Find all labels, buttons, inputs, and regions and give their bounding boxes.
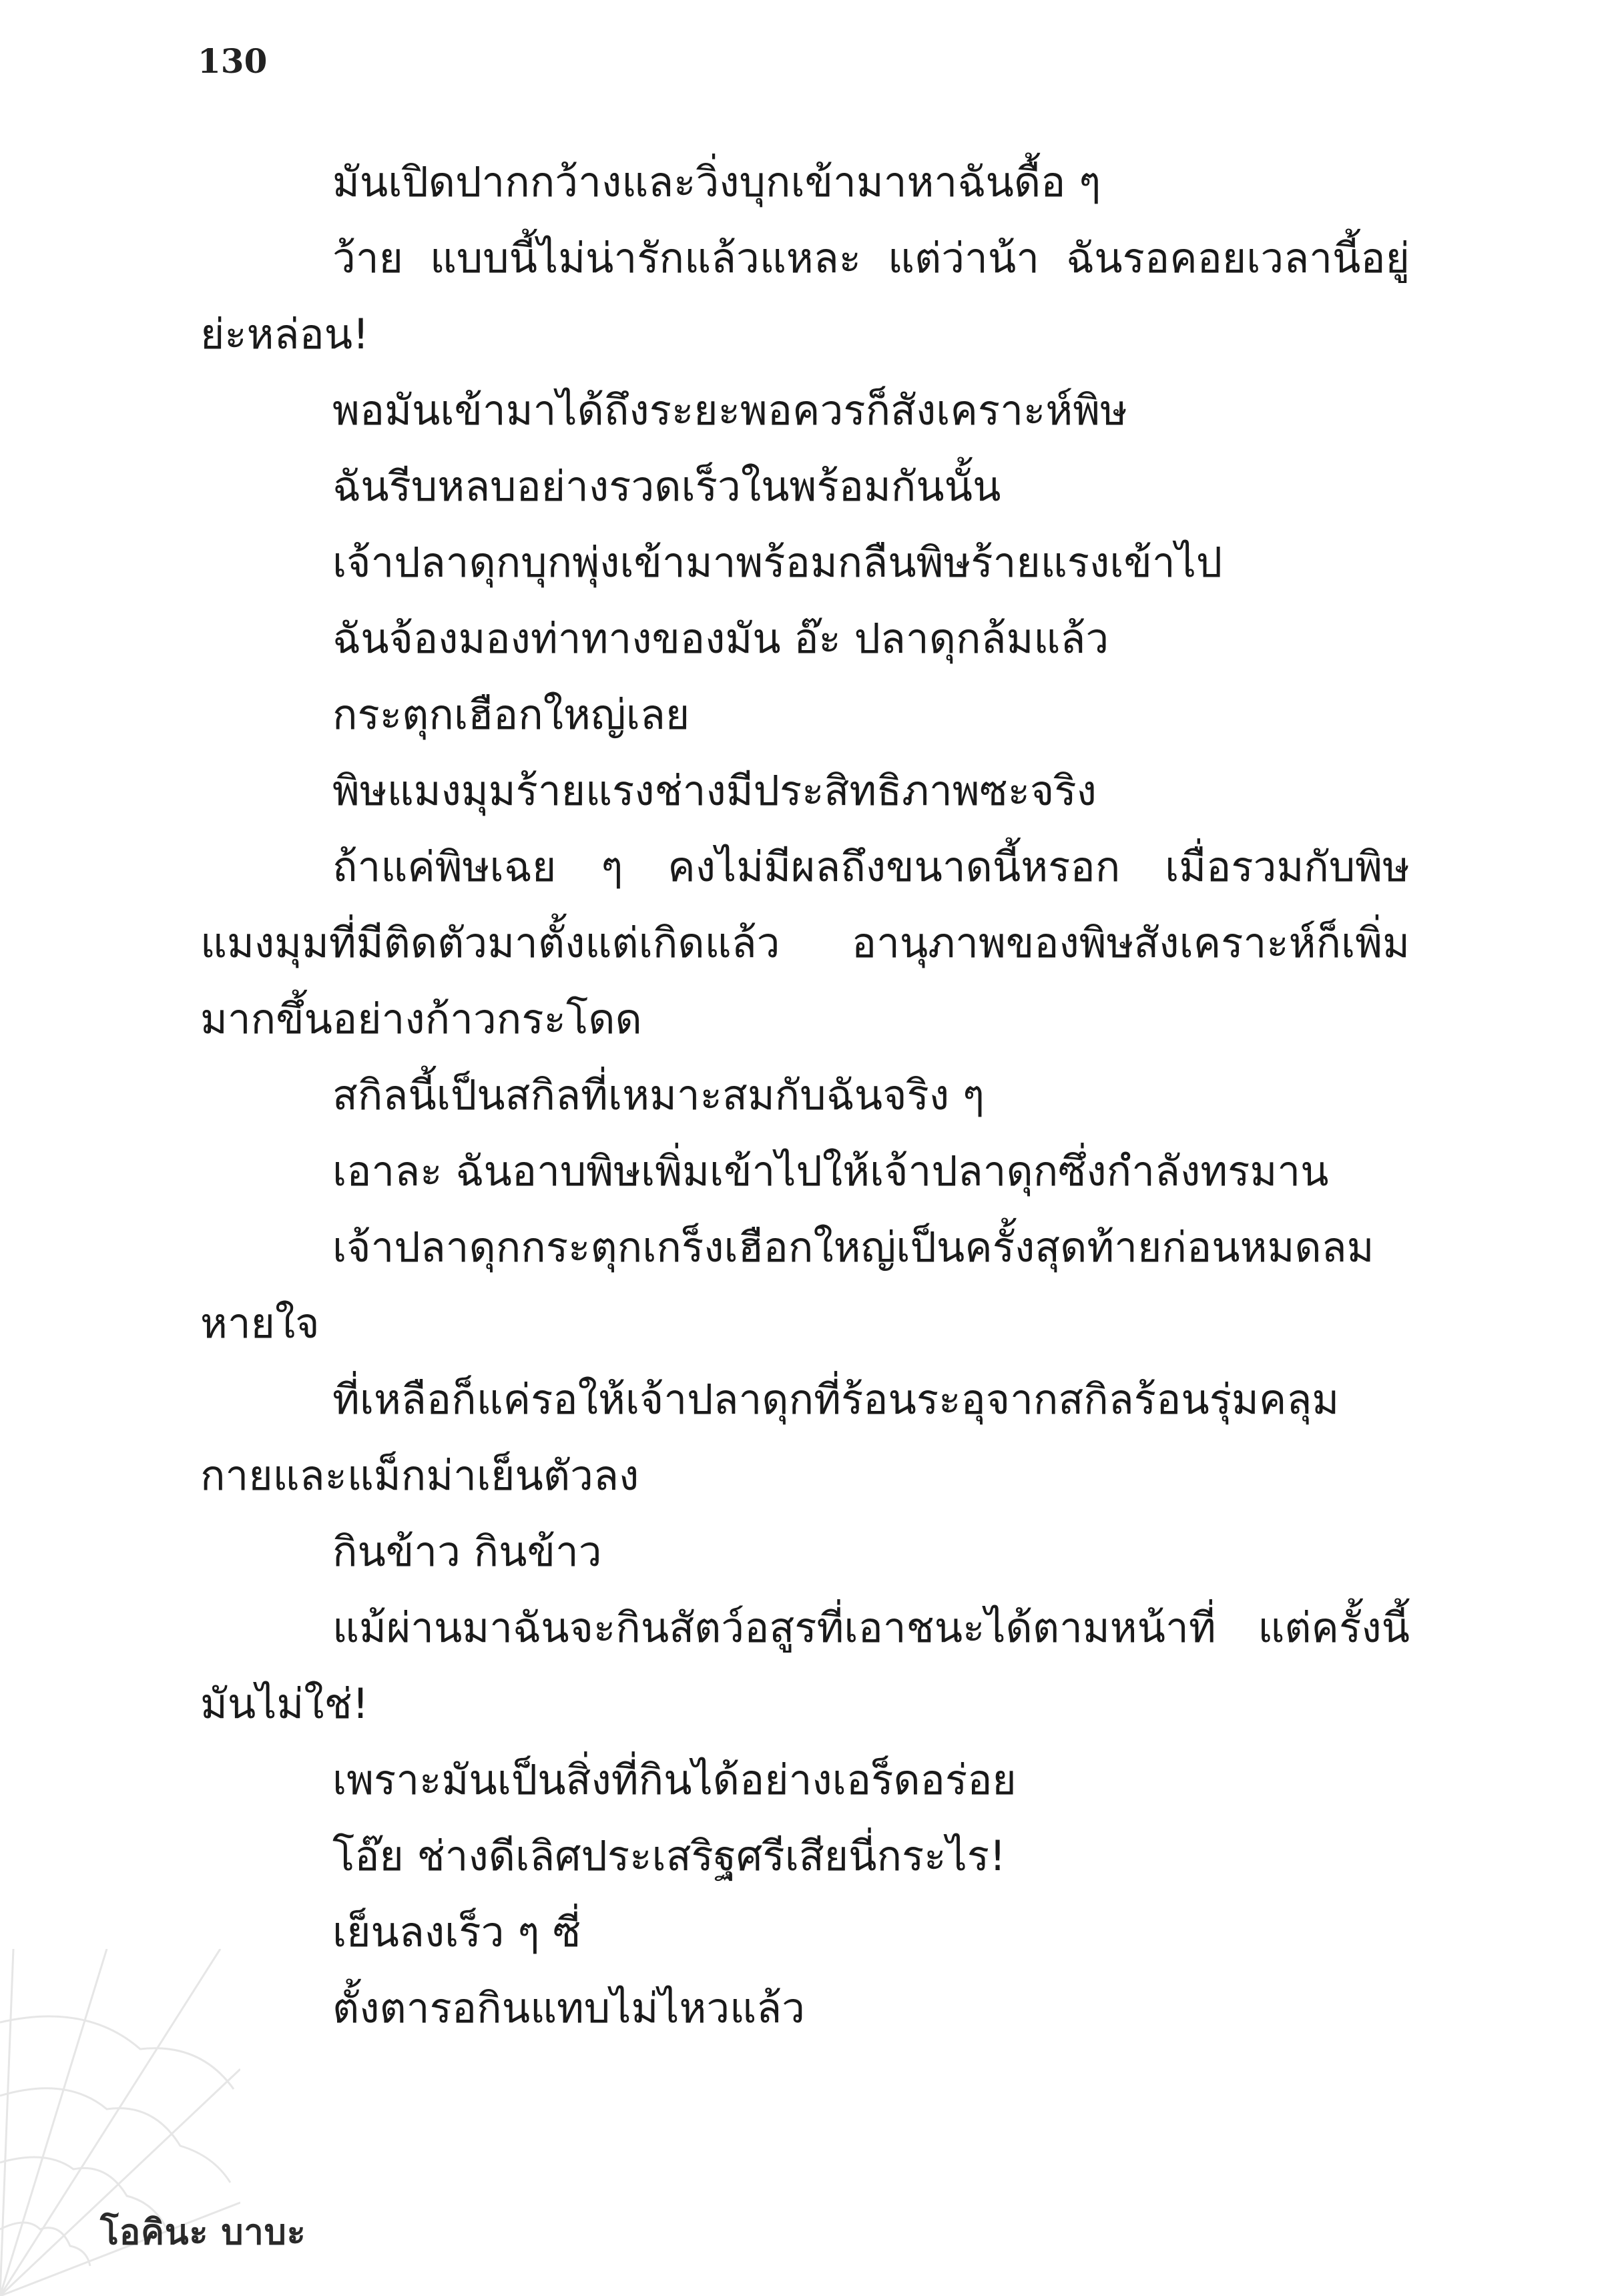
paragraph: มันเปิดปากกว้างและวิ่งบุกเข้ามาหาฉันดื้อ ๆ bbox=[332, 158, 1101, 206]
paragraph: เย็นลงเร็ว ๆ ซี่ bbox=[332, 1908, 581, 1956]
paragraph: สกิลนี้เป็นสกิลที่เหมาะสมกับฉันจริง ๆ bbox=[332, 1071, 985, 1119]
paragraph: ที่เหลือก็แค่รอให้เจ้าปลาดุกที่ร้อนระอุจากสกิลร้อนรุ่มคลุมกายและแม็กม่าเย็นตัวลง bbox=[200, 1375, 1340, 1500]
paragraph: เจ้าปลาดุกบุกพุ่งเข้ามาพร้อมกลืนพิษร้ายแรงเข้าไป bbox=[332, 538, 1223, 587]
paragraph: ว้าย แบบนี้ไม่น่ารักแล้วแหละ แต่ว่าน้า ฉันรอคอยเวลานี้อยู่ย่ะหล่อน! bbox=[200, 234, 1410, 358]
page-number: 130 bbox=[198, 41, 268, 81]
paragraph: เพราะมันเป็นสิ่งที่กินได้อย่างเอร็ดอร่อย bbox=[332, 1755, 1017, 1804]
paragraph: เอาละ ฉันอาบพิษเพิ่มเข้าไปให้เจ้าปลาดุกซึ่งกำลังทรมาน bbox=[332, 1147, 1329, 1195]
paragraph: ถ้าแค่พิษเฉย ๆ คงไม่มีผลถึงขนาดนี้หรอก เมื่อรวมกับพิษแมงมุมที่มีติดตัวมาตั้งแต่เกิดแล้ว อานุภาพของพิษสังเคราะห์ก็เพิ่มมากขึ้นอย่างก้าวกระโดด bbox=[200, 842, 1410, 1043]
paragraph: ตั้งตารอกินแทบไม่ไหวแล้ว bbox=[332, 1984, 805, 2032]
author-name: โอคินะ บาบะ bbox=[100, 2213, 306, 2253]
paragraph: กระตุกเฮือกใหญ่เลย bbox=[332, 690, 690, 739]
paragraph: เจ้าปลาดุกกระตุกเกร็งเฮือกใหญ่เป็นครั้งสุดท้ายก่อนหมดลมหายใจ bbox=[200, 1223, 1374, 1348]
paragraph: โอ๊ย ช่างดีเลิศประเสริฐศรีเสียนี่กระไร! bbox=[332, 1831, 1006, 1880]
paragraph: ฉันรีบหลบอย่างรวดเร็วในพร้อมกันนั้น bbox=[332, 462, 1001, 511]
body-text bbox=[200, 144, 1410, 2046]
paragraph: พอมันเข้ามาได้ถึงระยะพอควรก็สังเคราะห์พิษ bbox=[332, 386, 1127, 435]
paragraph: พิษแมงมุมร้ายแรงช่างมีประสิทธิภาพซะจริง bbox=[332, 766, 1097, 815]
paragraph: ฉันจ้องมองท่าทางของมัน อ๊ะ ปลาดุกล้มแล้ว bbox=[332, 614, 1109, 663]
paragraph: แม้ผ่านมาฉันจะกินสัตว์อสูรที่เอาชนะได้ตามหน้าที่ แต่ครั้งนี้มันไม่ใช่! bbox=[200, 1603, 1410, 1728]
paragraph: กินข้าว กินข้าว bbox=[332, 1527, 602, 1576]
